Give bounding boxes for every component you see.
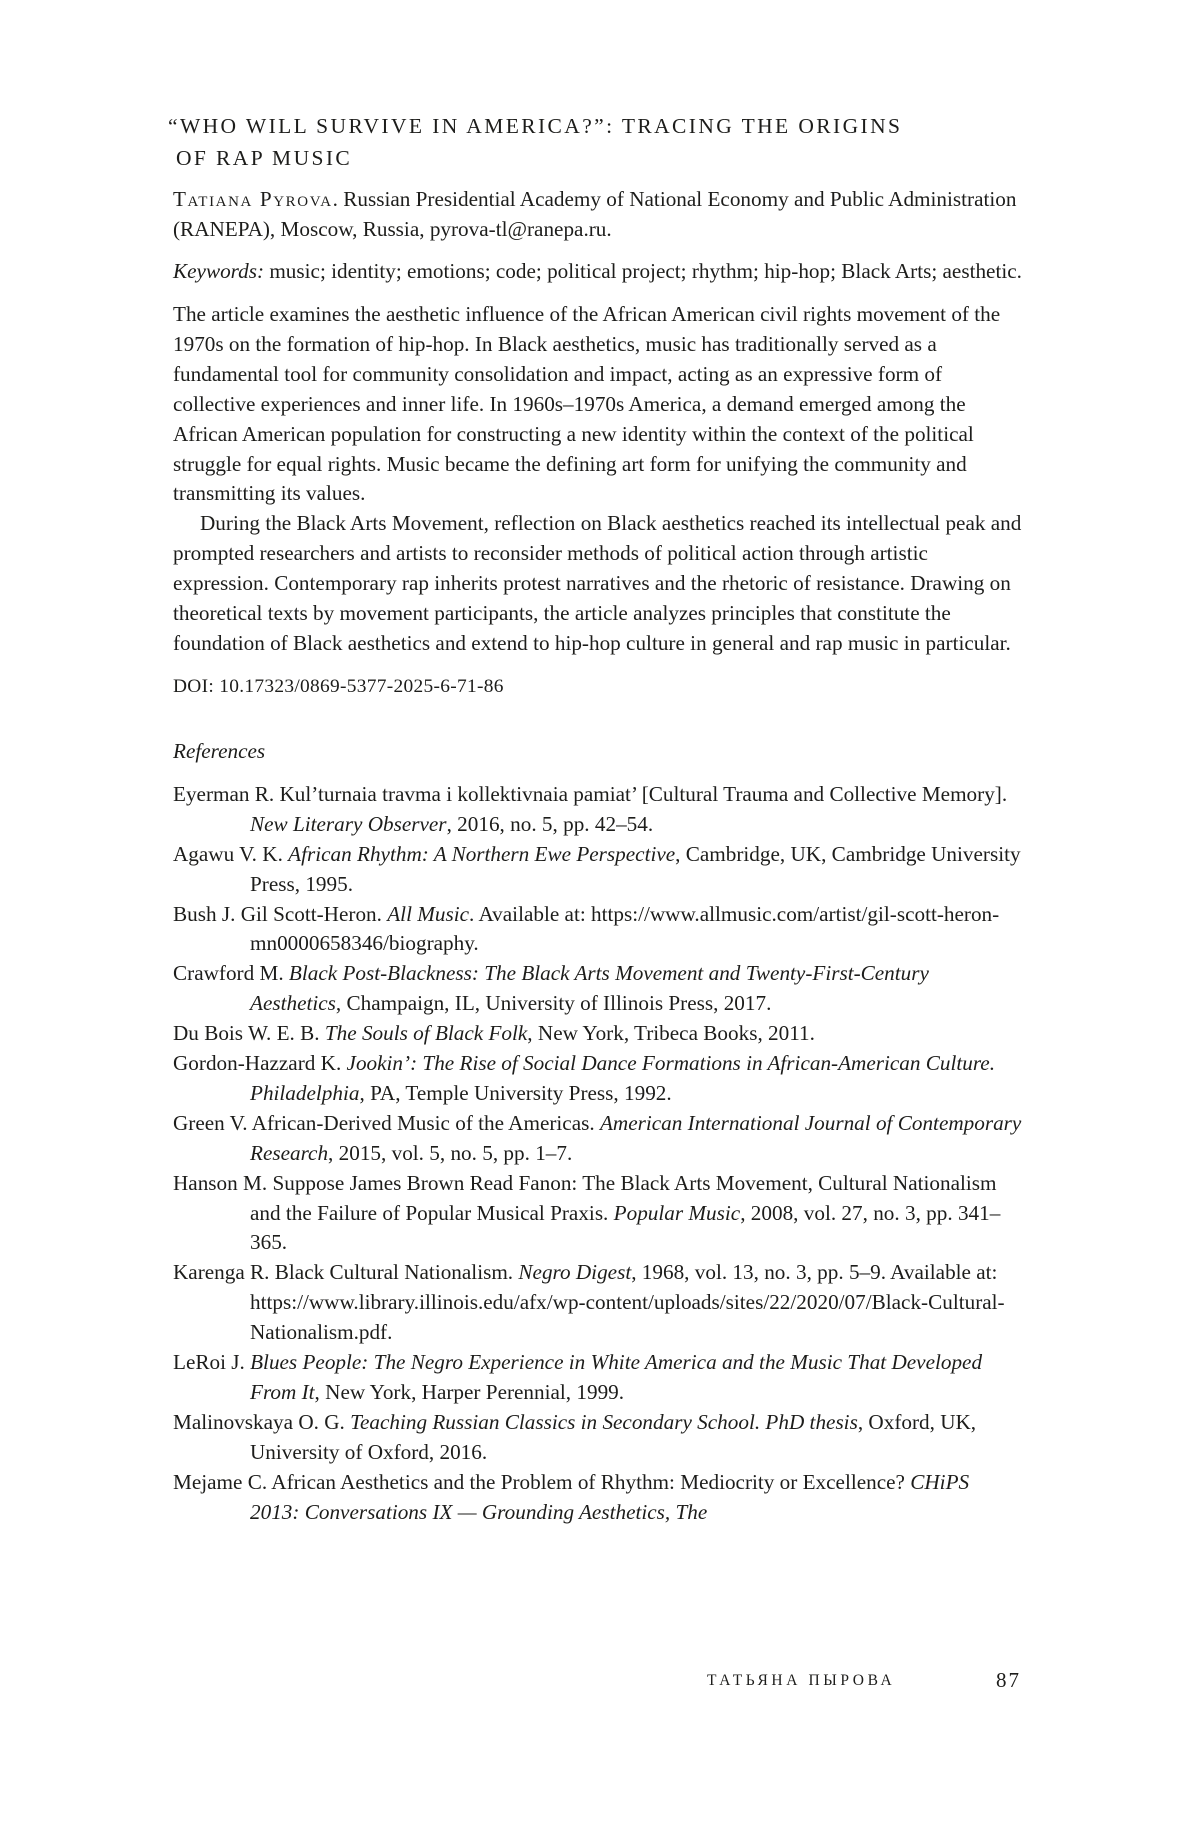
abstract — [173, 300, 1023, 659]
reference-text: Bush J. Gil Scott-Heron. — [173, 901, 388, 926]
article-page — [168, 110, 1023, 1549]
reference-text: Agawu V. K. — [173, 841, 289, 866]
reference-details: , Oxford, UK, University of Oxford, 2016. — [250, 1409, 977, 1464]
reference-item — [173, 1258, 1023, 1348]
reference-title: African Rhythm: A Northern Ewe Perspective — [288, 841, 676, 866]
reference-text: Crawford M. — [173, 961, 289, 986]
reference-title: Popular Music — [613, 1200, 741, 1225]
reference-text: Malinovskaya O. G. — [173, 1409, 351, 1434]
reference-item — [173, 1169, 1023, 1259]
reference-title: Teaching Russian Classics in Secondary School. PhD thesis — [350, 1409, 858, 1434]
reference-text: Mejame C. African Aesthetics and the Problem of Rhythm: Mediocrity or Excellence? — [173, 1469, 911, 1494]
reference-text: Karenga R. Black Cultural Nationalism. — [173, 1260, 519, 1285]
reference-item — [173, 1109, 1023, 1169]
reference-item — [173, 1049, 1023, 1109]
keywords-text: music; identity; emotions; code; political project; rhythm; hip-hop; Black Arts; aesthetic. — [264, 259, 1022, 283]
reference-title: American International Journal of Contemporary Research — [250, 1110, 1022, 1165]
running-head: ТАТЬЯНА ПЫРОВА — [707, 1672, 896, 1689]
reference-item — [173, 1408, 1023, 1468]
page-footer — [0, 1668, 1200, 1700]
reference-item — [173, 780, 1023, 840]
references-heading: References — [173, 738, 266, 763]
reference-item — [173, 1348, 1023, 1408]
reference-details: , 2015, vol. 5, no. 5, pp. 1–7. — [328, 1140, 573, 1165]
article-title — [168, 110, 1018, 174]
author-name: Tatiana Pyrova — [173, 187, 333, 211]
reference-title: The Souls of Black Folk — [324, 1021, 528, 1046]
reference-text: Green V. African-Derived Music of the Americas. — [173, 1110, 600, 1135]
abstract-paragraph-1: The article examines the aesthetic influence of the African American civil rights movement of the 1970s on the formation of hip-hop. In Black aesthetics, music has traditionally served as a fundamental tool for community consolidation and impact, acting as an expressive form of collective experiences and inner life. In 1960s–1970s America, a demand emerged among the African American population for constructing a new identity within the context of the political struggle for equal rights. Music became the defining art form for unifying the community and transmitting its values. — [173, 302, 1001, 506]
reference-item — [173, 1468, 1023, 1528]
reference-text: Hanson M. Suppose James Brown Read Fanon: The Black Arts Movement, Cultural Nationalism and the Failure of Popular Musical Praxis. — [173, 1170, 997, 1225]
reference-title: Negro Digest — [518, 1260, 632, 1285]
reference-details: , PA, Temple University Press, 1992. — [359, 1080, 672, 1105]
keywords-label: Keywords: — [173, 259, 265, 283]
reference-details: , 2016, no. 5, pp. 42–54. — [446, 811, 654, 836]
reference-text: LeRoi J. — [173, 1350, 251, 1375]
reference-text: Du Bois W. E. B. — [173, 1021, 325, 1046]
reference-text: Gordon-Hazzard K. — [173, 1051, 347, 1076]
reference-title: Blues People: The Negro Experience in White America and the Music That Developed From It — [250, 1350, 983, 1404]
author-affiliation: . Russian Presidential Academy of National Economy and Public Administration (RANEPA), Moscow, Russia, pyrova-tl@ranepa.ru. — [173, 187, 1017, 241]
reference-title: Jookin’: The Rise of Social Dance Formations in African-American Culture. Philadelphia — [250, 1051, 996, 1105]
reference-details: , Champaign, IL, University of Illinois Press, 2017. — [335, 991, 772, 1016]
reference-item — [173, 959, 1023, 1019]
author-block — [173, 184, 1023, 244]
page-number: 87 — [996, 1668, 1021, 1692]
keywords — [173, 256, 1023, 286]
reference-details: , Cambridge, UK, Cambridge University Press, 1995. — [250, 841, 1021, 896]
reference-text: Eyerman R. Kul’turnaia travma i kollektivnaia pamiat’ [Cultural Trauma and Collective Memory]. — [173, 781, 1008, 806]
reference-item — [173, 900, 1023, 960]
reference-details: , 2008, vol. 27, no. 3, pp. 341–365. — [250, 1200, 1001, 1255]
article-title-line-1: “WHO WILL SURVIVE IN AMERICA?”: TRACING THE ORIGINS — [168, 114, 903, 138]
doi: DOI: 10.17323/0869-5377-2025-6-71-86 — [173, 675, 504, 697]
reference-details: , New York, Harper Perennial, 1999. — [314, 1380, 625, 1404]
reference-title: All Music — [387, 901, 470, 926]
references-list — [173, 780, 1023, 1528]
reference-details: , 1968, vol. 13, no. 3, pp. 5–9. Available at: https://www.library.illinois.edu/afx/wp-content/uploads/sites/22/2020/07/Black-Cultural-Nationalism.pdf. — [250, 1260, 1005, 1345]
reference-title: New Literary Observer — [250, 811, 447, 836]
reference-item — [173, 840, 1023, 900]
reference-details: . Available at: https://www.allmusic.com/artist/gil-scott-heron-mn0000658346/biography. — [250, 901, 1000, 956]
reference-title: Black Post-Blackness: The Black Arts Movement and Twenty-First-Century Aesthetics — [250, 961, 929, 1016]
reference-details: , New York, Tribeca Books, 2011. — [527, 1021, 815, 1046]
abstract-paragraph-2: During the Black Arts Movement, reflection on Black aesthetics reached its intellectual peak and prompted researchers and artists to reconsider methods of political action through artistic expression. Contemporary rap inherits protest narratives and the rhetoric of resistance. Drawing on theoretical texts by movement participants, the article analyzes principles that constitute the foundation of Black aesthetics and extend to hip-hop culture in general and rap music in particular. — [173, 511, 1022, 655]
article-title-line-2: OF RAP MUSIC — [176, 146, 353, 170]
reference-title: CHiPS 2013: Conversations IX — Grounding Aesthetics, The — [250, 1469, 970, 1524]
reference-item — [173, 1019, 1023, 1049]
